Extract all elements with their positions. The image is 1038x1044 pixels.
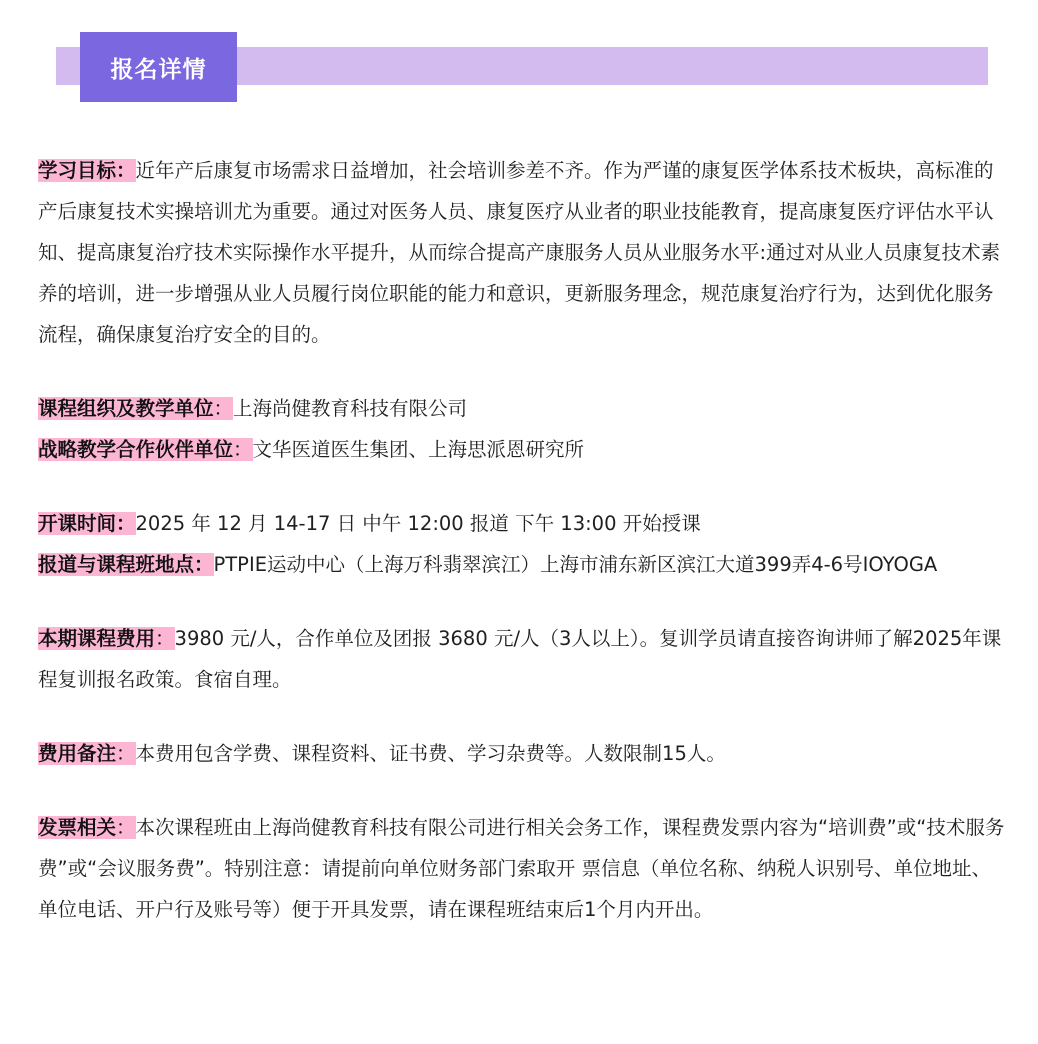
partner-label: 战略教学合作伙伴单位： xyxy=(38,438,253,461)
fee-note-label: 费用备注： xyxy=(38,742,136,765)
partner-text: 文华医道医生集团、上海思派恩研究所 xyxy=(252,438,585,461)
fee-note-paragraph xyxy=(38,733,1010,774)
fee-label: 本期课程费用： xyxy=(38,627,175,650)
location-label: 报道与课程班地点： xyxy=(38,553,214,576)
time-label: 开课时间： xyxy=(38,512,136,535)
invoice-text: 本次课程班由上海尚健教育科技有限公司进行相关会务工作，课程费发票内容为“培训费”或“技术服务费”或“会议服务费”。特别注意：请提前向单位财务部门索取开 票信息（单位名称、纳税人识别号、单位地址、单位电话、开户行及账号等）便于开具发票，请在课程班结束后1个月内开出。 xyxy=(38,816,1005,921)
goal-label: 学习目标： xyxy=(38,159,136,182)
partner-paragraph xyxy=(38,429,1010,470)
goal-text: 近年产后康复市场需求日益增加，社会培训参差不齐。作为严谨的康复医学体系技术板块，高标准的产后康复技术实操培训尤为重要。通过对医务人员、康复医疗从业者的职业技能教育，提高康复医疗评估水平认知、提高康复治疗技术实际操作水平提升，从而综合提高产康服务人员从业服务水平:通过对从业人员康复技术素养的培训，进一步增强从业人员履行岗位职能的能力和意识，更新服务理念，规范康复治疗行为，达到优化服务流程，确保康复治疗安全的目的。 xyxy=(38,159,1001,346)
spacer xyxy=(38,585,1010,618)
organizer-text: 上海尚健教育科技有限公司 xyxy=(233,397,468,420)
spacer xyxy=(38,774,1010,807)
fee-paragraph xyxy=(38,618,1010,700)
invoice-label: 发票相关： xyxy=(38,816,136,839)
location-text: PTPIE运动中心（上海万科翡翠滨江）上海市浦东新区滨江大道399弄4-6号IOYOGA xyxy=(213,553,938,576)
time-paragraph xyxy=(38,503,1010,544)
organizer-label: 课程组织及教学单位： xyxy=(38,397,234,420)
spacer xyxy=(38,355,1010,388)
fee-note-text: 本费用包含学费、课程资料、证书费、学习杂费等。人数限制15人。 xyxy=(135,742,726,765)
organizer-paragraph xyxy=(38,388,1010,429)
location-paragraph xyxy=(38,544,1010,585)
time-text: 2025 年 12 月 14-17 日 中午 12:00 报道 下午 13:00 开始授课 xyxy=(135,512,701,535)
spacer xyxy=(38,700,1010,733)
registration-details xyxy=(38,150,1010,930)
section-header-tab xyxy=(80,32,237,102)
spacer xyxy=(38,470,1010,503)
section-title: 报名详情 xyxy=(110,56,207,83)
invoice-paragraph xyxy=(38,807,1010,930)
goal-paragraph xyxy=(38,150,1010,355)
fee-text: 3980 元/人，合作单位及团报 3680 元/人（3人以上）。复训学员请直接咨询讲师了解2025年课程复训报名政策。食宿自理。 xyxy=(38,627,1002,691)
